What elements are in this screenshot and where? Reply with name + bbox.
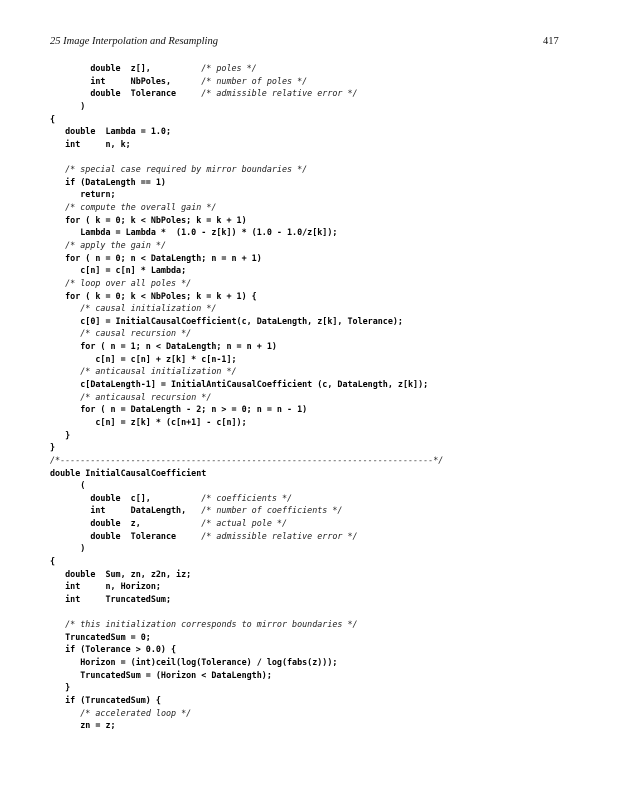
code-text bbox=[50, 328, 80, 338]
code-comment: /* anticausal initialization */ bbox=[80, 366, 237, 377]
code-text: { bbox=[50, 555, 56, 566]
code-line bbox=[50, 606, 610, 619]
code-comment: /* actual pole */ bbox=[201, 518, 287, 529]
code-line bbox=[50, 580, 610, 593]
code-text: Horizon = (int)ceil(log(Tolerance) / log(fabs(z))); bbox=[50, 657, 338, 668]
code-comment: /* accelerated loop */ bbox=[80, 707, 192, 718]
code-line bbox=[50, 542, 610, 555]
code-text: } bbox=[50, 442, 56, 453]
code-text: double c[], bbox=[50, 492, 202, 503]
code-line bbox=[50, 441, 610, 454]
code-line bbox=[50, 163, 610, 176]
code-comment: /* causal initialization */ bbox=[80, 303, 217, 314]
code-text: for ( n = 1; n < DataLength; n = n + 1) bbox=[50, 341, 277, 352]
code-line bbox=[50, 353, 610, 366]
code-line bbox=[50, 214, 610, 227]
code-line bbox=[50, 429, 610, 442]
code-text: for ( k = 0; k < NbPoles; k = k + 1) bbox=[50, 214, 247, 225]
code-line bbox=[50, 643, 610, 656]
code-line bbox=[50, 62, 610, 75]
code-line bbox=[50, 681, 610, 694]
code-line bbox=[50, 252, 610, 265]
code-text: int n, Horizon; bbox=[50, 581, 161, 592]
code-line bbox=[50, 467, 610, 480]
code-line bbox=[50, 188, 610, 201]
code-line bbox=[50, 87, 610, 100]
code-line bbox=[50, 694, 610, 707]
code-line bbox=[50, 555, 610, 568]
code-text: for ( k = 0; k < NbPoles; k = k + 1) { bbox=[50, 290, 257, 301]
code-text: for ( n = DataLength - 2; n > = 0; n = n - 1) bbox=[50, 404, 308, 415]
code-line bbox=[50, 492, 610, 505]
code-text: if (Tolerance > 0.0) { bbox=[50, 644, 177, 655]
code-text: double Sum, zn, z2n, iz; bbox=[50, 568, 192, 579]
code-text: c[0] = InitialCausalCoefficient(c, DataLength, z[k], Tolerance); bbox=[50, 315, 403, 326]
code-line bbox=[50, 75, 610, 88]
code-line bbox=[50, 125, 610, 138]
code-text bbox=[50, 392, 80, 402]
code-comment: /* admissible relative error */ bbox=[201, 530, 358, 541]
code-text bbox=[50, 366, 80, 376]
code-line bbox=[50, 631, 610, 644]
code-comment: /* loop over all poles */ bbox=[65, 277, 192, 288]
code-comment: /*--------------------------------------------------------------------------*/ bbox=[50, 454, 444, 465]
code-comment: /* coefficients */ bbox=[201, 492, 293, 503]
code-text bbox=[50, 303, 80, 313]
code-text: double z, bbox=[50, 518, 202, 529]
code-text: TruncatedSum = (Horizon < DataLength); bbox=[50, 669, 272, 680]
code-text: double InitialCausalCoefficient bbox=[50, 467, 207, 478]
code-text: TruncatedSum = 0; bbox=[50, 631, 151, 642]
code-comment: /* causal recursion */ bbox=[80, 328, 192, 339]
code-text: Lambda = Lambda * (1.0 - z[k]) * (1.0 - 1.0/z[k]); bbox=[50, 227, 338, 238]
code-text: c[n] = c[n] + z[k] * c[n-1]; bbox=[50, 353, 237, 364]
code-text: int n, k; bbox=[50, 138, 131, 149]
code-line bbox=[50, 530, 610, 543]
code-text bbox=[50, 619, 65, 629]
code-text: double Lambda = 1.0; bbox=[50, 126, 172, 137]
code-comment: /* compute the overall gain */ bbox=[65, 202, 217, 213]
code-line bbox=[50, 365, 610, 378]
code-line bbox=[50, 479, 610, 492]
code-line bbox=[50, 454, 610, 467]
code-text: double z[], bbox=[50, 63, 202, 73]
code-line bbox=[50, 150, 610, 163]
code-comment: /* anticausal recursion */ bbox=[80, 391, 212, 402]
code-text: int DataLength, bbox=[50, 505, 202, 516]
code-comment: /* admissible relative error */ bbox=[201, 88, 358, 99]
code-comment: /* this initialization corresponds to mirror boundaries */ bbox=[65, 619, 358, 630]
code-text bbox=[50, 202, 65, 212]
code-line bbox=[50, 378, 610, 391]
code-line bbox=[50, 403, 610, 416]
code-line bbox=[50, 277, 610, 290]
code-line bbox=[50, 302, 610, 315]
code-text: zn = z; bbox=[50, 720, 116, 731]
code-text bbox=[50, 278, 65, 288]
code-text: } bbox=[50, 682, 71, 693]
code-text: int TruncatedSum; bbox=[50, 593, 172, 604]
code-line bbox=[50, 315, 610, 328]
code-line bbox=[50, 517, 610, 530]
code-line bbox=[50, 707, 610, 720]
code-line bbox=[50, 201, 610, 214]
code-line bbox=[50, 391, 610, 404]
code-text: double Tolerance bbox=[50, 530, 202, 541]
code-line bbox=[50, 176, 610, 189]
code-line bbox=[50, 239, 610, 252]
code-text: if (DataLength == 1) bbox=[50, 176, 166, 187]
code-line bbox=[50, 618, 610, 631]
code-text: ) bbox=[50, 100, 86, 111]
code-line bbox=[50, 416, 610, 429]
code-text: } bbox=[50, 429, 71, 440]
code-listing bbox=[50, 62, 610, 732]
code-text: if (TruncatedSum) { bbox=[50, 695, 161, 706]
code-text bbox=[50, 240, 65, 250]
code-line bbox=[50, 327, 610, 340]
running-title: 25 Image Interpolation and Resampling bbox=[50, 36, 218, 47]
code-line bbox=[50, 568, 610, 581]
code-comment: /* apply the gain */ bbox=[65, 239, 166, 250]
page-header bbox=[0, 0, 644, 60]
code-line bbox=[50, 593, 610, 606]
code-text: for ( n = 0; n < DataLength; n = n + 1) bbox=[50, 252, 262, 263]
page-number: 417 bbox=[543, 36, 559, 47]
code-line bbox=[50, 669, 610, 682]
code-text: c[n] = c[n] * Lambda; bbox=[50, 265, 187, 276]
code-text: c[n] = z[k] * (c[n+1] - c[n]); bbox=[50, 416, 247, 427]
code-text: int NbPoles, bbox=[50, 75, 202, 86]
code-line bbox=[50, 226, 610, 239]
code-text: double Tolerance bbox=[50, 88, 202, 99]
code-line bbox=[50, 100, 610, 113]
code-comment: /* number of poles */ bbox=[201, 75, 308, 86]
code-line bbox=[50, 138, 610, 151]
code-line bbox=[50, 340, 610, 353]
code-line bbox=[50, 719, 610, 732]
code-text: ( bbox=[50, 480, 86, 491]
code-line bbox=[50, 504, 610, 517]
code-line bbox=[50, 290, 610, 303]
code-line bbox=[50, 113, 610, 126]
code-text: { bbox=[50, 113, 56, 124]
code-line bbox=[50, 656, 610, 669]
code-comment: /* poles */ bbox=[201, 63, 257, 73]
code-text bbox=[50, 708, 80, 718]
code-text: c[DataLength-1] = InitialAntiCausalCoefficient (c, DataLength, z[k]); bbox=[50, 379, 429, 390]
code-line bbox=[50, 264, 610, 277]
code-comment: /* special case required by mirror boundaries */ bbox=[65, 164, 308, 175]
code-text bbox=[50, 164, 65, 174]
code-text: return; bbox=[50, 189, 116, 200]
code-comment: /* number of coefficients */ bbox=[201, 505, 343, 516]
code-text: ) bbox=[50, 543, 86, 554]
